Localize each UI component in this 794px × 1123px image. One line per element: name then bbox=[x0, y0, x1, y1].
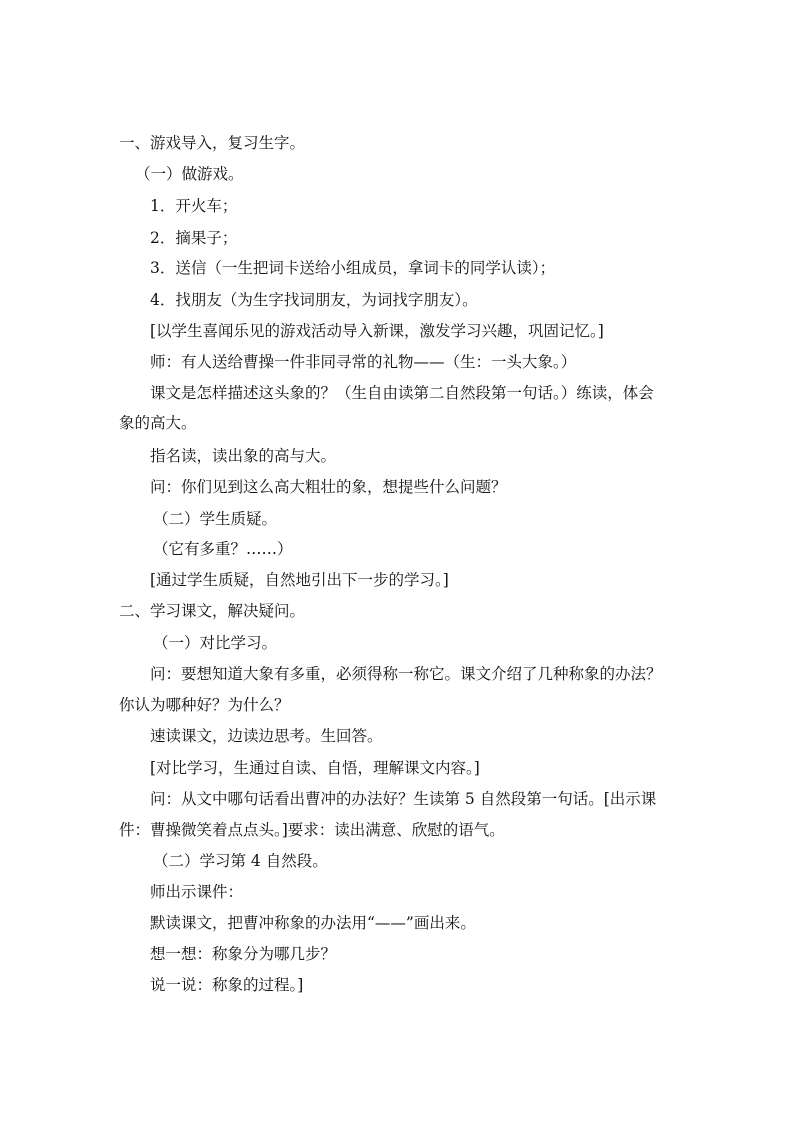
text-line: （一）对比学习。 bbox=[153, 634, 278, 652]
text-line: 速读课文，边读边思考。生回答。 bbox=[150, 727, 383, 745]
text-line: 课文是怎样描述这头象的？（生自由读第二自然段第一句话。）练读，体会 bbox=[150, 384, 654, 402]
text-line: 想一想：称象分为哪几步？ bbox=[150, 945, 337, 963]
text-line: 问：要想知道大象有多重，必须得称一称它。课文介绍了几种称象的办法？ bbox=[150, 665, 662, 683]
text-line: 问：你们见到这么高大粗壮的象，想提些什么问题？ bbox=[150, 478, 507, 496]
text-line: 说一说：称象的过程。] bbox=[150, 976, 304, 994]
text-line: 指名读，读出象的高与大。 bbox=[150, 447, 337, 465]
text-line: 二、学习课文，解决疑问。 bbox=[119, 602, 306, 620]
text-line: （一）做游戏。 bbox=[135, 165, 244, 183]
text-line: 默读课文，把曹冲称象的办法用“——”画出来。 bbox=[150, 914, 476, 932]
text-line: [通过学生质疑，自然地引出下一步的学习。] bbox=[150, 571, 449, 589]
text-line: （二）学习第 4 自然段。 bbox=[153, 852, 328, 870]
text-line: [以学生喜闻乐见的游戏活动导入新课，激发学习兴趣，巩固记忆。] bbox=[150, 322, 604, 340]
text-line: 师：有人送给曹操一件非同寻常的礼物——（生：一头大象。） bbox=[150, 353, 577, 371]
text-line: 2．摘果子； bbox=[150, 229, 238, 247]
text-line: 师出示课件： bbox=[150, 883, 244, 901]
text-line: 件：曹操微笑着点点头。]要求：读出满意、欣慰的语气。 bbox=[119, 821, 505, 839]
text-line: 3．送信（一生把词卡送给小组成员，拿词卡的同学认读）； bbox=[150, 259, 556, 277]
text-line: [对比学习，生通过自读、自悟，理解课文内容。] bbox=[150, 759, 480, 777]
text-line: 你认为哪种好？为什么？ bbox=[119, 696, 290, 714]
text-line: （二）学生质疑。 bbox=[153, 510, 278, 528]
text-line: 一、游戏导入，复习生字。 bbox=[119, 134, 306, 152]
text-line: 象的高大。 bbox=[119, 414, 197, 432]
text-line: 问：从文中哪句话看出曹冲的办法好？生读第 5 自然段第一句话。[出示课 bbox=[150, 790, 657, 808]
text-line: （它有多重？……） bbox=[153, 540, 293, 558]
text-line: 1．开火车； bbox=[150, 197, 238, 215]
text-line: 4．找朋友（为生字找词朋友，为词找字朋友）。 bbox=[150, 291, 478, 309]
